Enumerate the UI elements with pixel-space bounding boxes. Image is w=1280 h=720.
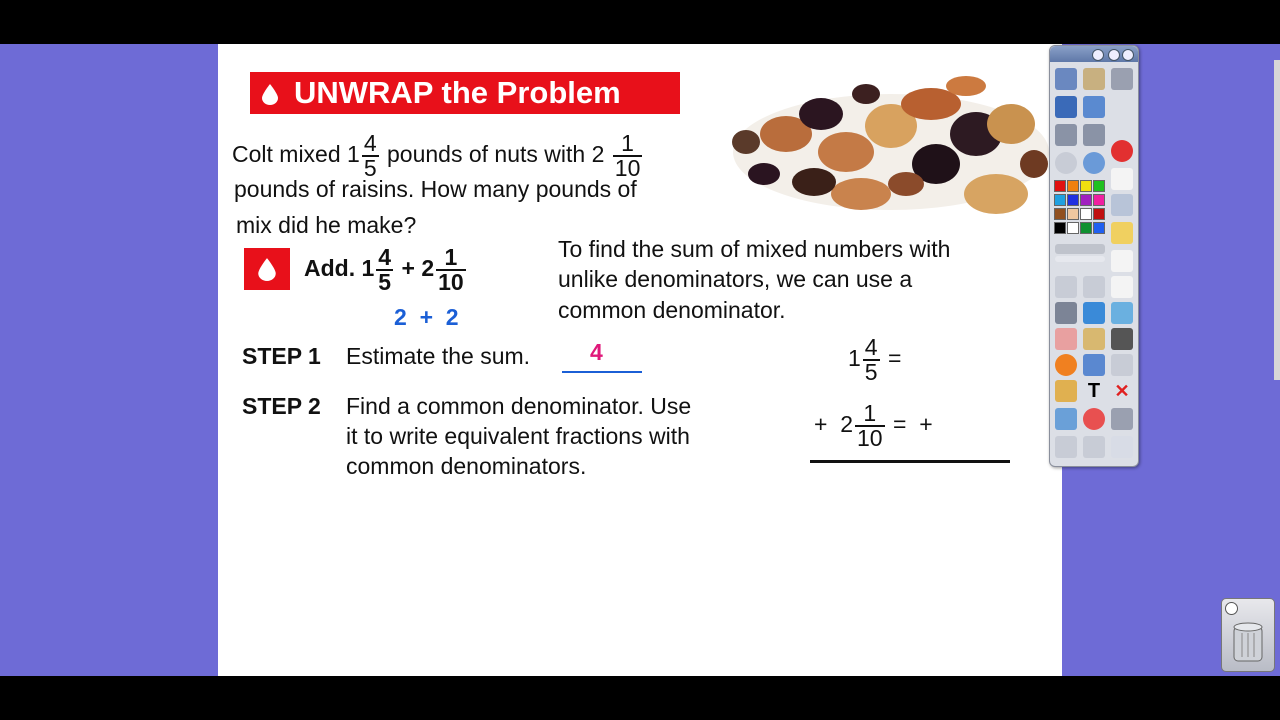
color-swatch-black[interactable] — [1054, 222, 1066, 234]
page-title: UNWRAP the Problem — [294, 75, 621, 110]
problem-line-1 — [232, 132, 644, 180]
droplet-icon — [257, 257, 277, 281]
page-icon[interactable] — [1111, 354, 1133, 376]
fraction-4-5 — [376, 246, 393, 294]
line-width-track[interactable] — [1055, 256, 1105, 262]
title-banner — [250, 72, 680, 114]
fraction-numerator: 4 — [378, 244, 392, 270]
save-icon[interactable] — [1111, 328, 1133, 350]
floating-toolbar[interactable] — [1049, 45, 1139, 467]
close-icon[interactable] — [1225, 602, 1238, 615]
plus-sign: + — [814, 411, 828, 438]
undo-icon[interactable] — [1055, 436, 1077, 458]
properties-icon[interactable] — [1083, 276, 1105, 298]
fill-icon[interactable] — [1055, 380, 1077, 402]
plus-sign: + — [919, 411, 933, 438]
fraction-denominator: 5 — [363, 155, 377, 181]
play-icon[interactable] — [1055, 152, 1077, 174]
fraction-1-10 — [613, 132, 643, 180]
color-swatch-royalblue[interactable] — [1093, 222, 1105, 234]
step2-line-2: it to write equivalent fractions with — [346, 423, 690, 449]
page-icon[interactable] — [1111, 302, 1133, 324]
plus-sign: + — [401, 255, 415, 282]
fraction-denominator: 5 — [864, 359, 878, 385]
plus-sign: + — [419, 304, 434, 330]
color-swatch-pink[interactable] — [1093, 194, 1105, 206]
properties-icon[interactable] — [1111, 194, 1133, 216]
step2-line-1: Find a common denominator. Use — [346, 393, 692, 419]
redo-icon[interactable] — [1083, 436, 1105, 458]
capture-icon[interactable] — [1083, 152, 1105, 174]
step1-text: Estimate the sum. — [346, 343, 531, 369]
whole-number: 2 — [840, 411, 854, 438]
problem-text-a: Colt mixed 1 — [232, 141, 360, 168]
explanation-line-1: To find the sum of mixed numbers with — [558, 236, 951, 262]
select-icon[interactable] — [1055, 276, 1077, 298]
delete-icon[interactable]: ✕ — [1114, 381, 1130, 401]
estimate-expression — [394, 304, 459, 331]
work-row-1 — [848, 336, 901, 384]
droplet-icon — [261, 83, 279, 105]
print-icon[interactable] — [1055, 124, 1077, 146]
fraction-numerator: 4 — [363, 130, 377, 156]
eraser-icon[interactable] — [1055, 328, 1077, 350]
page-icon[interactable] — [1111, 250, 1133, 272]
step1-label: STEP 1 — [242, 343, 321, 369]
close-toolbar-icon[interactable] — [1122, 49, 1134, 61]
step1-answer: 4 — [590, 339, 603, 365]
fill-icon[interactable] — [1083, 328, 1105, 350]
color-swatch-darkred[interactable] — [1093, 208, 1105, 220]
capture-icon[interactable] — [1083, 124, 1105, 146]
problem-text-b: pounds of nuts with 2 — [387, 141, 605, 168]
line-width-slider[interactable] — [1055, 244, 1105, 254]
add-label: Add. — [304, 255, 356, 282]
step2-line-3: common denominators. — [346, 453, 587, 479]
step2-label: STEP 2 — [242, 393, 321, 419]
work-row-2 — [814, 402, 933, 450]
trail-mix-image — [726, 64, 1052, 216]
whole-number: 2 — [421, 255, 435, 282]
explanation-line-3: common denominator. — [558, 297, 786, 323]
fraction-1-10 — [855, 402, 885, 450]
fraction-numerator: 1 — [621, 130, 634, 156]
whole-number: 1 — [848, 345, 861, 372]
page-icon[interactable] — [1111, 408, 1133, 430]
color-swatch-tan[interactable] — [1067, 208, 1079, 220]
fraction-denominator: 5 — [378, 269, 392, 295]
fraction-numerator: 1 — [444, 244, 458, 270]
highlighter-icon[interactable] — [1083, 302, 1105, 324]
color-swatch-blue[interactable] — [1067, 194, 1079, 206]
color-swatch-green[interactable] — [1093, 180, 1105, 192]
right-edge-panel — [1274, 60, 1280, 380]
text-icon[interactable]: T — [1083, 380, 1105, 402]
refresh-icon[interactable] — [1083, 408, 1105, 430]
answer-blank-line — [562, 371, 642, 373]
shapes-icon[interactable] — [1055, 354, 1077, 376]
equals-sign: = — [887, 345, 902, 372]
color-swatch-cyan[interactable] — [1054, 194, 1066, 206]
sum-line — [810, 460, 1010, 463]
add-expression — [304, 246, 468, 294]
fraction-1-10 — [436, 246, 466, 294]
color-swatch-white[interactable] — [1080, 208, 1092, 220]
problem-line-2: pounds of raisins. How many pounds of — [234, 176, 637, 202]
slide-canvas[interactable] — [218, 44, 1062, 676]
page-icon[interactable] — [1111, 276, 1133, 298]
problem-line-3: mix did he make? — [236, 212, 417, 238]
screen-shade-icon[interactable] — [1055, 96, 1077, 118]
line-icon[interactable] — [1083, 354, 1105, 376]
fraction-4-5 — [863, 336, 880, 384]
magic-pen-icon[interactable] — [1083, 96, 1105, 118]
fraction-denominator: 10 — [438, 269, 464, 295]
whole-number: 1 — [361, 255, 375, 282]
color-swatch-brown[interactable] — [1054, 208, 1066, 220]
add-badge — [244, 248, 290, 290]
view-icon[interactable] — [1108, 49, 1120, 61]
pen-icon[interactable] — [1111, 222, 1133, 244]
estimate-value: 2 — [445, 304, 459, 330]
fraction-denominator: 10 — [614, 155, 641, 181]
bottom-letterbox — [0, 676, 1280, 720]
color-swatch-darkgreen[interactable] — [1080, 222, 1092, 234]
gallery-icon[interactable] — [1083, 68, 1105, 90]
explanation-line-2: unlike denominators, we can use a — [558, 266, 913, 292]
top-letterbox — [0, 0, 1280, 44]
color-swatch-purple[interactable] — [1080, 194, 1092, 206]
trash-bin[interactable] — [1221, 598, 1275, 672]
fraction-4-5 — [362, 132, 379, 180]
color-swatch-orange[interactable] — [1067, 180, 1079, 192]
delete-icon[interactable] — [1111, 140, 1133, 162]
color-swatch-white[interactable] — [1067, 222, 1079, 234]
menu-icon[interactable] — [1092, 49, 1104, 61]
trash-icon — [1230, 621, 1266, 663]
fraction-numerator: 1 — [863, 400, 877, 426]
estimate-value: 2 — [394, 304, 407, 330]
pen-icon[interactable] — [1055, 302, 1077, 324]
color-swatch-yellow[interactable] — [1080, 180, 1092, 192]
toolbar-titlebar[interactable] — [1050, 46, 1138, 62]
fraction-numerator: 4 — [864, 334, 878, 360]
pen-tray-icon[interactable] — [1111, 68, 1133, 90]
magic-pen-icon[interactable] — [1055, 408, 1077, 430]
page-sorter-icon[interactable] — [1055, 68, 1077, 90]
fraction-denominator: 10 — [857, 425, 883, 451]
zoom-icon[interactable] — [1111, 436, 1133, 458]
equals-sign: = — [893, 411, 907, 438]
page-icon[interactable] — [1111, 168, 1133, 190]
color-swatch-red[interactable] — [1054, 180, 1066, 192]
